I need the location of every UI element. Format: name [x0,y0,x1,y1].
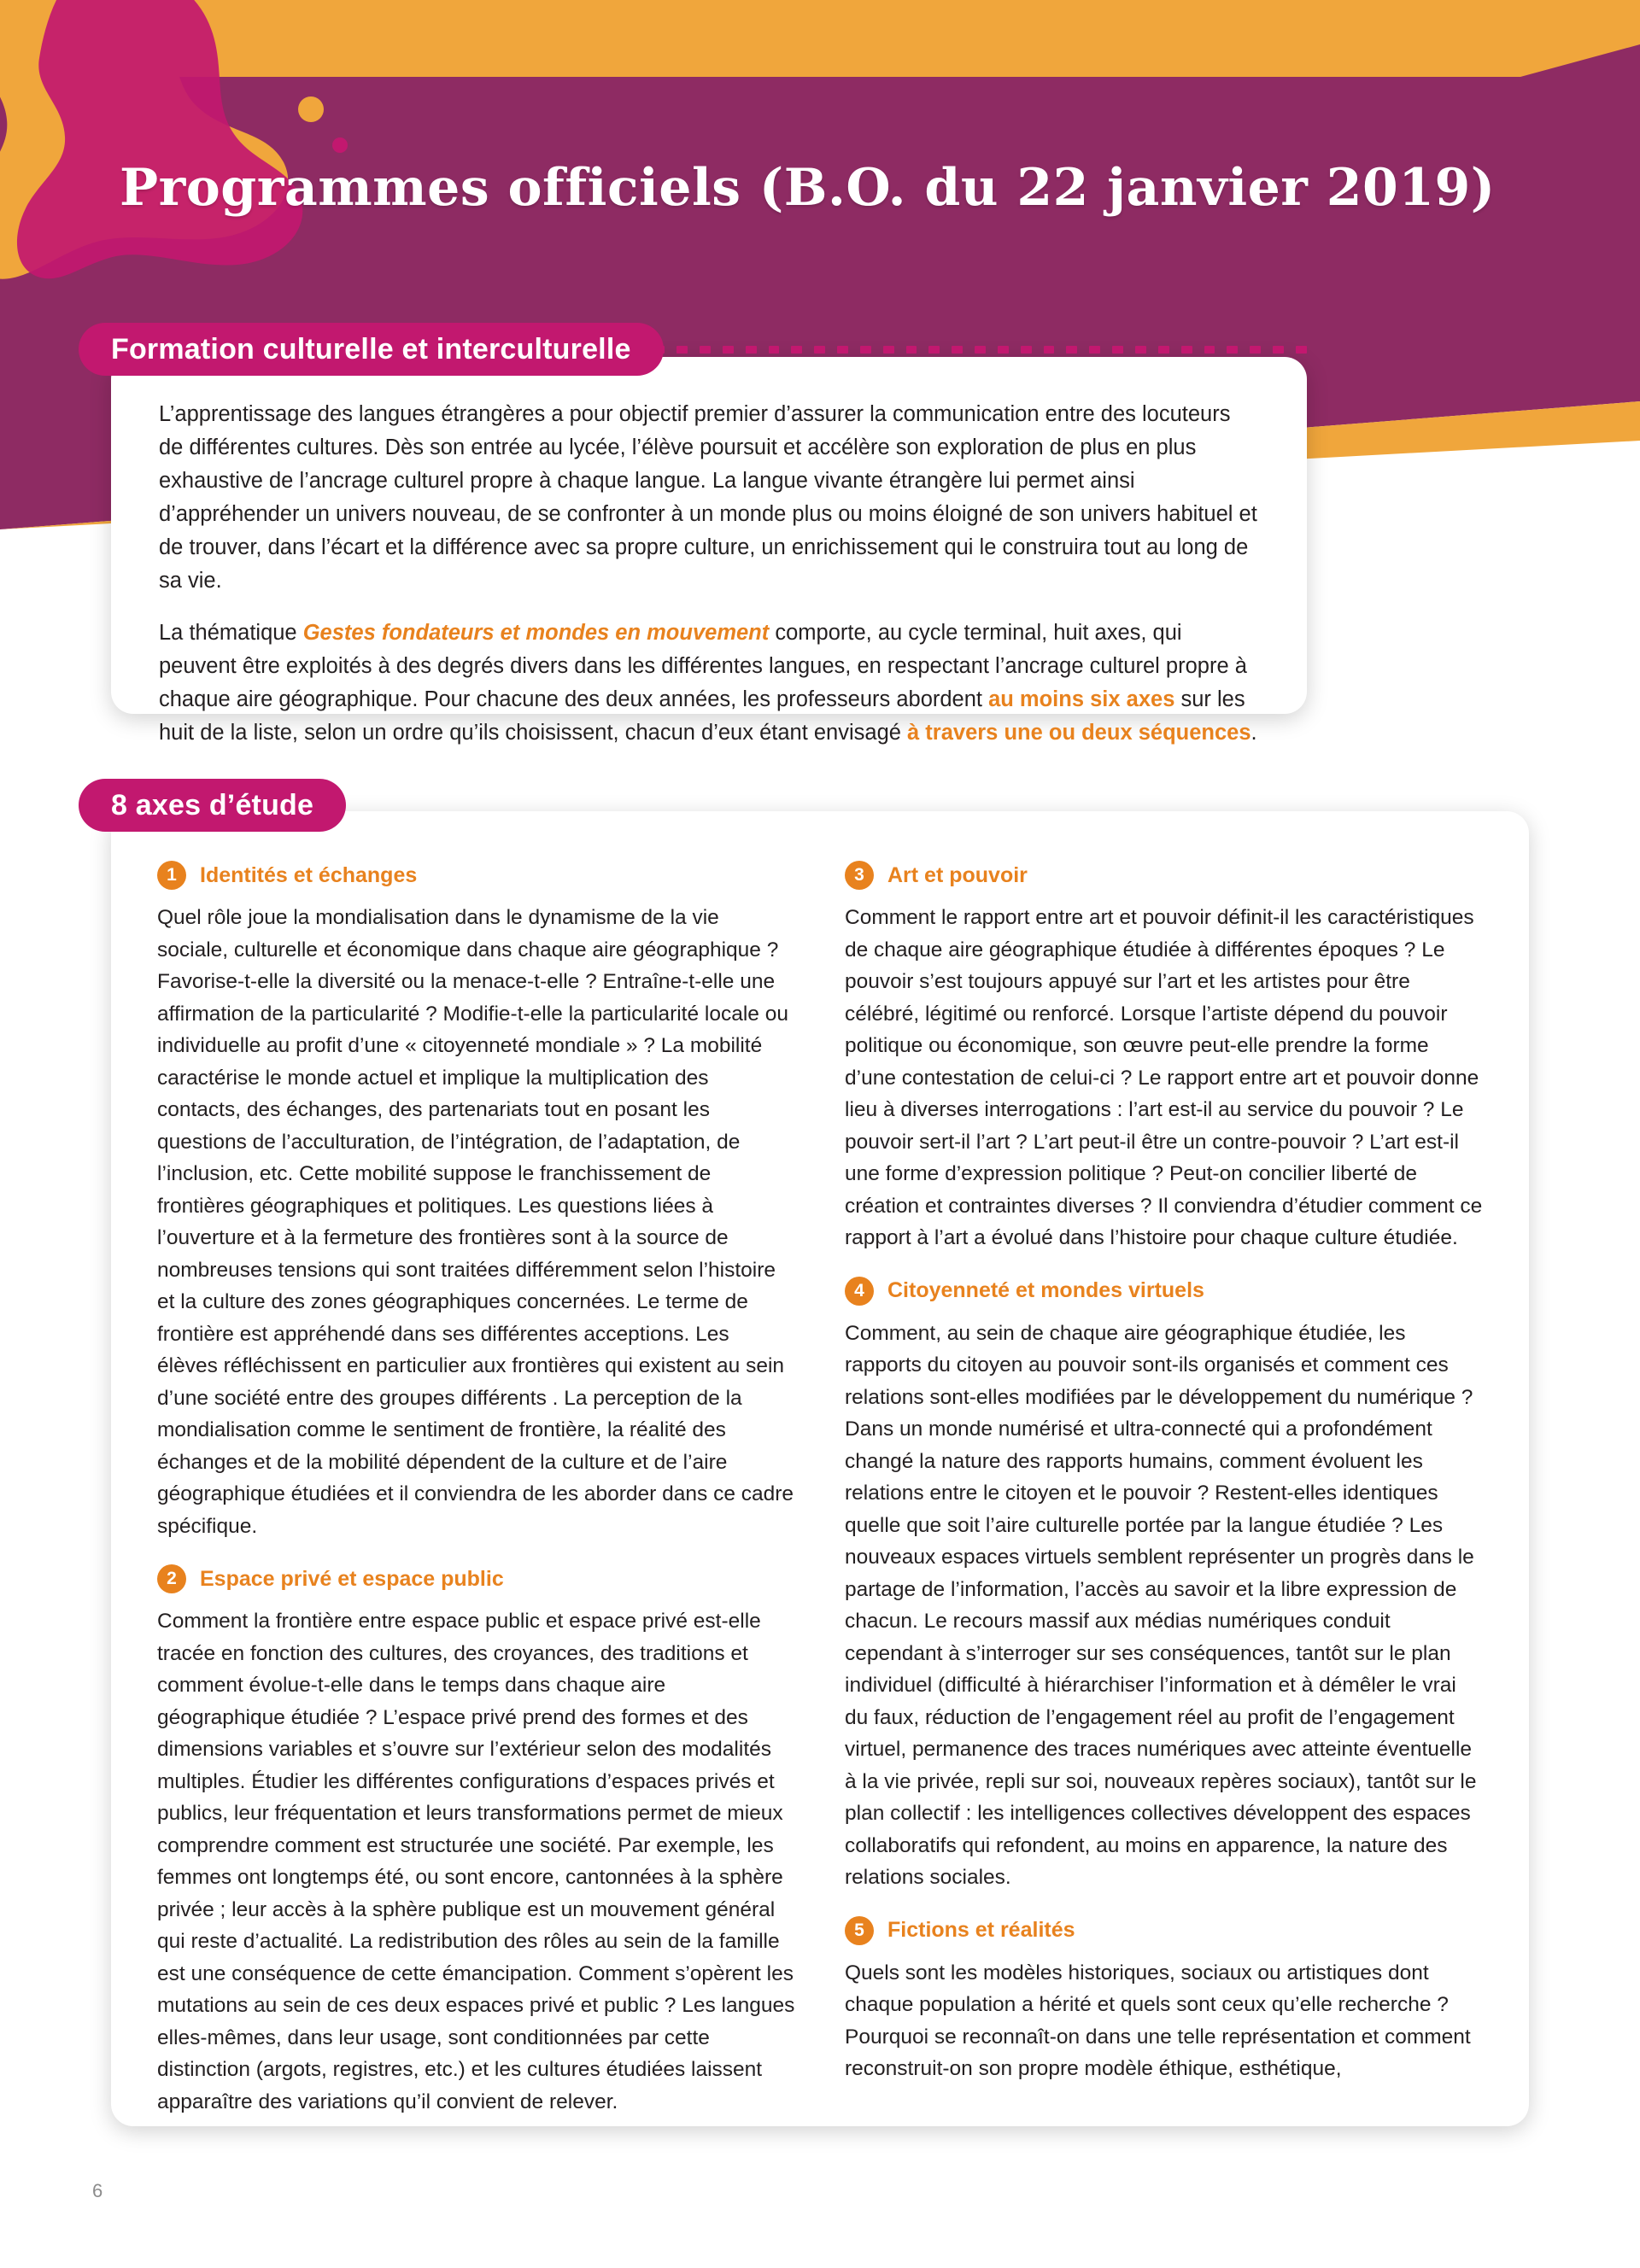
page-number: 6 [92,2180,103,2201]
axis-title: Espace privé et espace public [200,1566,504,1591]
section-pill-formation-culturelle: Formation culturelle et interculturelle [79,323,664,376]
axis-title: Art et pouvoir [887,862,1028,887]
axis-heading-5 [845,1916,1483,1945]
axis-heading-1 [157,861,795,890]
paint-splash-decoration [0,0,410,307]
axis-body-3: Comment le rapport entre art et pouvoir définit-il les caractéristiques de chaque aire géographique étudiée à différentes époques ? Le pouvoir s’est toujours appuyé sur l’art et les artistes pour être célébré, légitimé ou renforcé. Lorsque l’artiste dépend du pouvoir politique ou économique, son œuvre peut-elle prendre la forme d’une contestation de celui-ci ? Le rapport entre art et pouvoir donne lieu à diverses interrogations : l’art est-il au service du pouvoir ? Le pouvoir sert-il l’art ? L’art peut-il être un contre-pouvoir ? L’art est-il une forme d’expression politique ? Peut-on concilier liberté de création et contraintes diverses ? Il conviendra d’étudier comment ce rapport à l’art a évolué dans l’histoire pour chaque culture étudiée. [845,906,1483,1249]
axes-column-left [157,861,795,2140]
intro-highlight-six-axes: au moins six axes [988,687,1175,711]
axis-body-2: Comment la frontière entre espace public et espace privé est-elle tracée en fonction des cultures, des croyances, des traditions et comment évolue-t-elle dans le temps dans chaque aire géographique étudiée ? L’espace privé prend des formes et des dimensions variables et s’ouvre sur l’extérieur selon des modalités multiples. Étudier les différentes configurations d’espaces privés et publics, leur fréquentation et leurs transformations permet de mieux comprendre comment est structurée une société. Par exemple, les femmes ont longtemps été, ou sont encore, cantonnées à la sphère privée ; leur accès à la sphère publique est un mouvement général qui reste d’actualité. La redistribution des rôles au sein de la famille est une conséquence de cette émancipation. Comment s’opèrent les mutations au sein de ces deux espaces privé et public ? Les langues elles-mêmes, dans leur usage, sont conditionnées par cette distinction (argots, registres, etc.) et les cultures étudiées laissent apparaître des variations qu’il convient de relever. [157,1610,795,2113]
axes-columns [157,861,1483,2140]
axis-title: Citoyenneté et mondes virtuels [887,1278,1204,1302]
axis-heading-3 [845,861,1483,890]
intro-p2-part-c: sur les huit de la liste, selon un ordre qu’ils choisissent, chacun d’eux étant envisagé [159,687,1245,745]
intro-highlight-sequences: à travers une ou deux séquences [907,721,1251,745]
axis-title: Identités et échanges [200,862,418,887]
intro-card [111,357,1307,745]
axis-number-badge: 3 [845,861,874,890]
axis-number-badge: 2 [157,1564,186,1593]
axis-title: Fictions et réalités [887,1918,1075,1942]
intro-thematic-emphasis: Gestes fondateurs et mondes en mouvement [302,621,770,645]
axes-column-right [845,861,1483,2140]
axis-number-badge: 5 [845,1916,874,1945]
section-pill-8-axes: 8 axes d’étude [79,779,346,832]
page-title: Programmes officiels (B.O. du 22 janvier 2019) [120,158,1496,218]
intro-p2-part-d: . [1250,721,1257,745]
axes-card [111,811,1529,2126]
axis-number-badge: 4 [845,1277,874,1306]
axis-number-badge: 1 [157,861,186,890]
axis-heading-2 [157,1564,795,1593]
intro-p2-part-a: La thématique [159,621,303,645]
axis-heading-4 [845,1277,1483,1306]
axis-body-4: Comment, au sein de chaque aire géographique étudiée, les rapports du citoyen au pouvoir sont-ils organisés et comment ces relations sont-elles modifiées par le développement du numérique ? Dans un monde numérisé et ultra-connecté qui a profondément changé la nature des rapports humains, comment évoluent les relations entre le citoyen et le pouvoir ? Restent-elles identiques quelle que soit l’aire culturelle portée par la langue étudiée ? Les nouveaux espaces virtuels semblent représenter un progrès dans le partage de l’information, l’accès au savoir et la libre expression de chacun. Le recours massif aux médias numériques conduit cependant à s’interroger sur ses conséquences, tantôt sur le plan individuel (difficulté à hiérarchiser l’information et à démêler le vrai du faux, réduction de l’engagement réel au profit de l’engagement virtuel, permanence des traces numériques avec atteinte éventuelle à la vie privée, repli sur soi, nouveaux repères sociaux), tantôt sur le plan collectif : les intelligences collectives développent des espaces collaboratifs qui refondent, au moins en apparence, la nature des relations sociales. [845,1321,1477,1889]
intro-p2-part-b: comporte, au cycle terminal, huit axes, qui peuvent être exploités à des degrés divers dans les différentes langues, en respectant l’ancrage culturel propre à chaque aire géographique. Pour chacune des deux années, les professeurs abordent [159,621,1247,711]
intro-paragraph-1: L’apprentissage des langues étrangères a pour objectif premier d’assurer la communication entre des locuteurs de différentes cultures. Dès son entrée au lycée, l’élève poursuit et accélère son exploration de plus en plus exhaustive de l’ancrage culturel propre à chaque langue. La langue vivante étrangère lui permet ainsi d’appréhender un univers nouveau, de se confronter à un monde plus ou moins éloigné de son univers habituel et de trouver, dans l’écart et la différence avec sa propre culture, un enrichissement qui le construira tout au long de sa vie. [159,402,1257,593]
axis-body-5: Quels sont les modèles historiques, sociaux ou artistiques dont chaque population a hérité et quels sont ceux qu’elle recherche ? Pourquoi se reconnaît-on dans une telle représentation et comment reconstruit-on son propre modèle éthique, esthétique, [845,1961,1471,2080]
axis-body-1: Quel rôle joue la mondialisation dans le dynamisme de la vie sociale, culturelle et économique dans chaque aire géographique ? Favorise-t-elle la diversité ou la menace-t-elle ? Entraîne-t-elle une affirmation de la particularité ? Modifie-t-elle la particularité locale ou individuelle au profit d’une « citoyenneté mondiale » ? La mobilité caractérise le monde actuel et implique la multiplication des contacts, des échanges, des partenariats tout en posant les questions de l’acculturation, de l’intégration, de l’adaptation, de l’inclusion, etc. Cette mobilité suppose le franchissement de frontières géographiques et politiques. Les questions liées à l’ouverture et à la fermeture des frontières sont à la source de nombreuses tensions qui sont traitées différemment selon l’histoire et la culture des zones géographiques concernées. Le terme de frontière est appréhendé dans ses différentes acceptions. Les élèves réfléchissent en particulier aux frontières qui existent au sein d’une société entre des groupes différents . La perception de la mondialisation comme le sentiment de frontière, la réalité des échanges et de la mobilité dépendent de la culture et de l’aire géographique étudiées et il conviendra de les aborder dans ce cadre spécifique. [157,906,794,1538]
intro-paragraph-2 [159,617,1259,750]
